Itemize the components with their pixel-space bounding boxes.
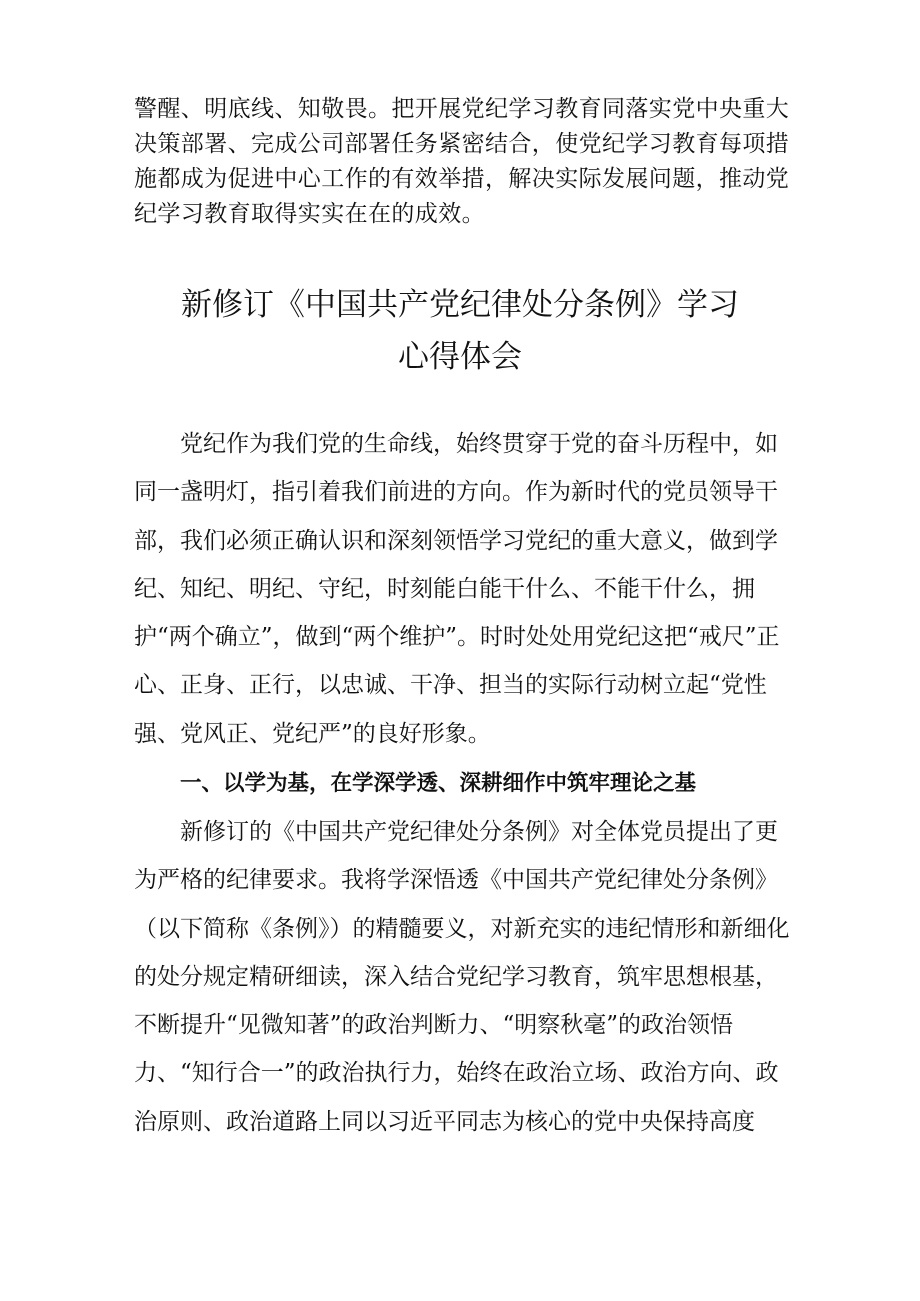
article-title — [120, 279, 800, 383]
article-title-line-2: 心得体会 — [398, 339, 522, 375]
intro-paragraph: 党纪作为我们党的生命线，始终贯穿于党的奋斗历程中，如同一盏明灯，指引着我们前进的方向。作为新时代的党员领导干部，我们必须正确认识和深刻领悟学习党纪的重大意义，做到学纪、知纪、明纪、守纪，时刻能白能干什么、不能干什么，拥护“两个确立”，做到“两个维护”。时时处处用党纪这把“戒尺”正心、正身、正行，以忠诚、干净、担当的实际行动树立起“党性强、党风正、党纪严”的良好形象。 — [134, 431, 780, 747]
article-title-line-1: 新修订《中国共产党纪律处分条例》学习 — [181, 287, 739, 323]
previous-section-closing-paragraph: 警醒、明底线、知敬畏。把开展党纪学习教育同落实党中央重大决策部署、完成公司部署任务紧密结合，使党纪学习教育每项措施都成为促进中心工作的有效举措，解决实际发展问题，推动党纪学习教育取得实实在在的成效。 — [134, 96, 790, 227]
section-1-heading: 一、以学为基，在学深学透、深耕细作中筑牢理论之基 — [180, 771, 697, 796]
section-1-paragraph: 新修订的《中国共产党纪律处分条例》对全体党员提出了更为严格的纪律要求。我将学深悟透《中国共产党纪律处分条例》（以下简称《条例》）的精髓要义，对新充实的违纪情形和新细化的处分规定精研细读，深入结合党纪学习教育，筑牢思想根基，不断提升“见微知著”的政治判断力、“明察秋毫”的政治领悟力、“知行合一”的政治执行力，始终在政治立场、政治方向、政治原则、政治道路上同以习近平同志为核心的党中央保持高度 — [134, 819, 790, 1135]
